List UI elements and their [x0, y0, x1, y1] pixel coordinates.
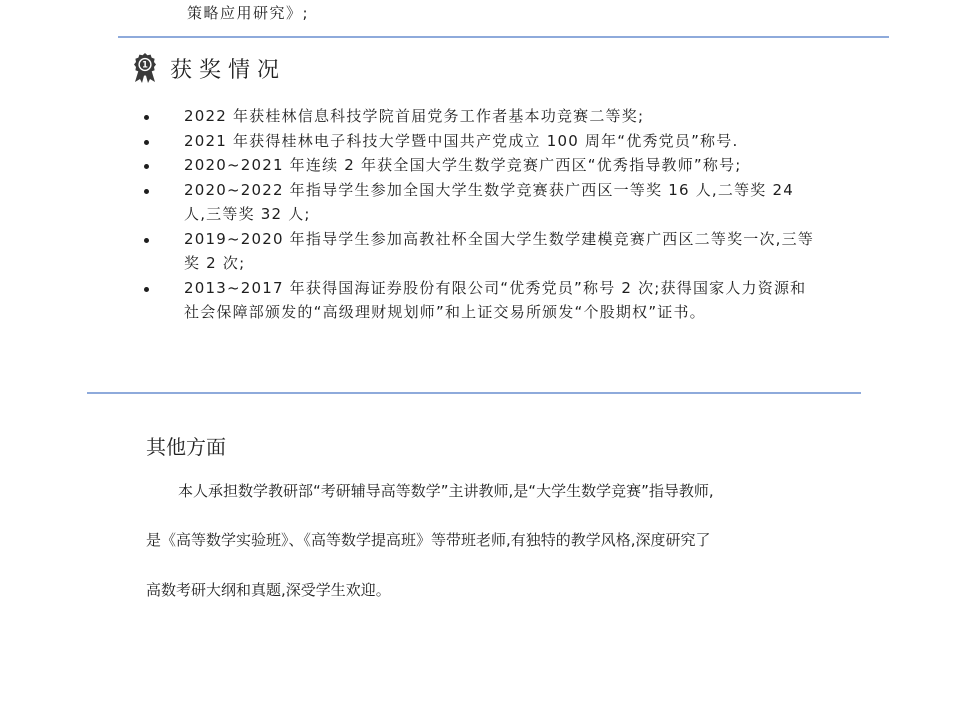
bullet-dot	[144, 238, 149, 243]
other-paragraph-line-2: 是《高等数学实验班》、《高等数学提高班》等带班老师,有独特的教学风格,深度研究了	[146, 531, 711, 549]
award-item-text: 2022 年获桂林信息科技学院首届党务工作者基本功竞赛二等奖;	[184, 107, 645, 125]
award-item-text: 2019~2020 年指导学生参加高教社杯全国大学生数学建模竞赛广西区二等奖一次,三等奖 2 次;	[184, 229, 815, 272]
list-item	[140, 104, 820, 129]
other-section-title: 其他方面	[146, 435, 226, 459]
award-item-text: 2020~2021 年连续 2 年获全国大学生数学竞赛广西区“优秀指导教师”称号;	[184, 156, 742, 174]
bullet-dot	[144, 287, 149, 292]
award-item-text: 2020~2022 年指导学生参加全国大学生数学竞赛获广西区一等奖 16 人,二等奖 24 人,三等奖 32 人;	[184, 180, 794, 223]
list-item	[140, 153, 820, 178]
list-item	[140, 178, 820, 227]
awards-list	[140, 104, 820, 325]
section-divider-top	[118, 36, 889, 38]
awards-section-title: 获奖情况	[170, 57, 287, 83]
section-divider-middle	[87, 392, 861, 394]
list-item	[140, 129, 820, 154]
bullet-dot	[144, 189, 149, 194]
awards-section-header	[132, 52, 286, 84]
award-icon-digit: 1	[142, 60, 148, 71]
list-item	[140, 276, 820, 325]
other-paragraph-line-3: 高数考研大纲和真题,深受学生欢迎。	[146, 581, 391, 599]
bullet-dot	[144, 140, 149, 145]
list-item	[140, 227, 820, 276]
award-item-text: 2013~2017 年获得国海证券股份有限公司“优秀党员”称号 2 次;获得国家人力资源和社会保障部颁发的“高级理财规划师”和上证交易所颁发“个股期权”证书。	[184, 278, 807, 321]
award-item-text: 2021 年获得桂林电子科技大学暨中国共产党成立 100 周年“优秀党员”称号.	[184, 131, 739, 150]
bullet-dot	[144, 164, 149, 169]
award-ribbon-icon	[132, 52, 158, 84]
other-paragraph-line-1: 本人承担数学教研部“考研辅导高等数学”主讲教师,是“大学生数学竞赛”指导教师,	[178, 482, 714, 500]
bullet-dot	[144, 115, 149, 120]
previous-item-fragment: 策略应用研究》;	[187, 4, 310, 22]
